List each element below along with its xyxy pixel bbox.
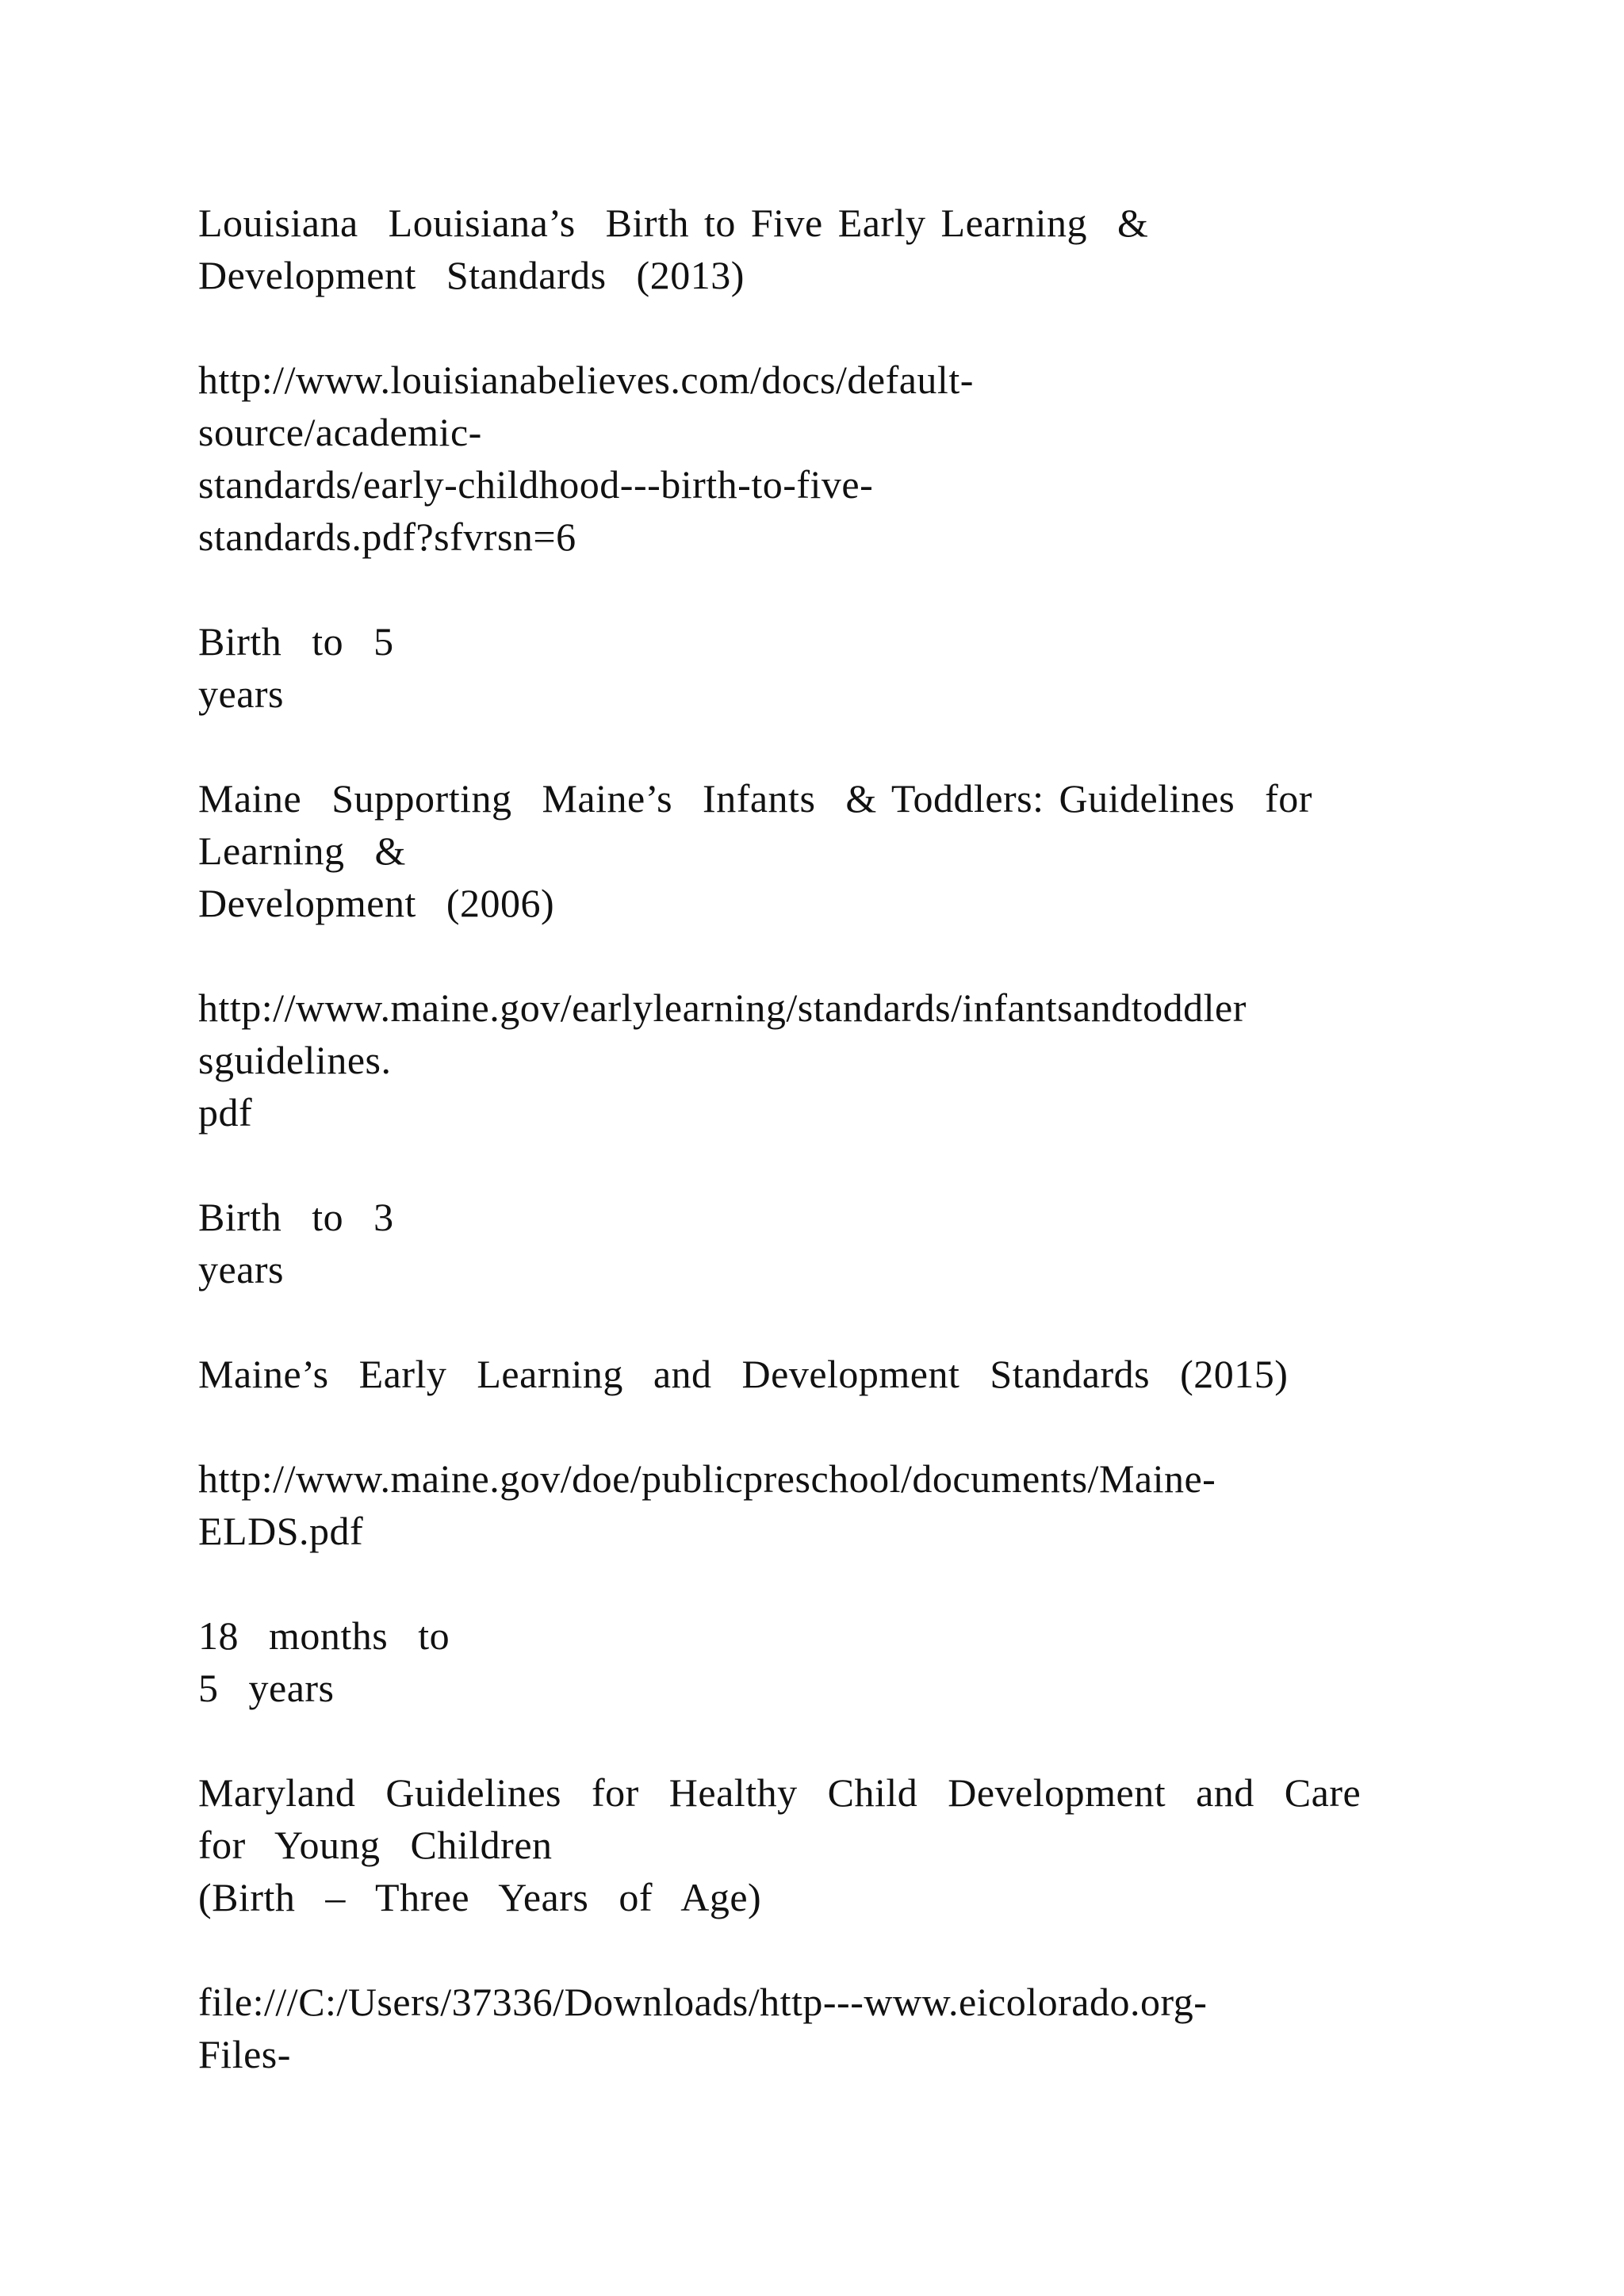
text-line: Maryland Guidelines for Healthy Child Development and Care	[198, 1770, 1362, 1815]
text-line: Louisiana Louisiana’s Birth to Five Early Learning &	[198, 201, 1149, 245]
text-line: Birth to 3	[198, 1195, 394, 1239]
louisiana-standard-url	[198, 354, 1507, 563]
louisiana-age-range	[198, 615, 1507, 720]
maryland-standard-title	[198, 1766, 1507, 1923]
text-line: Files-	[198, 2032, 291, 2076]
text-line: Development (2006)	[198, 881, 555, 925]
text-line: Learning &	[198, 828, 406, 873]
maine-elds-standard-url	[198, 1452, 1507, 1557]
text-line: Maine’s Early Learning and Development Standards (2015)	[198, 1352, 1289, 1396]
louisiana-standard-title	[198, 197, 1507, 301]
text-line: http://www.louisianabelieves.com/docs/default-	[198, 358, 974, 402]
maine-infants-standard-title	[198, 772, 1507, 929]
text-line: years	[198, 672, 284, 716]
maine-elds-age-range	[198, 1609, 1507, 1714]
text-line: http://www.maine.gov/doe/publicpreschool/documents/Maine-	[198, 1456, 1216, 1501]
text-line: 5 years	[198, 1666, 335, 1710]
text-line: Birth to 5	[198, 619, 394, 664]
text-line: 18 months to	[198, 1613, 450, 1658]
text-line: Maine Supporting Maine’s Infants & Toddlers: Guidelines for	[198, 776, 1312, 821]
text-line: for Young Children	[198, 1823, 553, 1867]
text-line: (Birth – Three Years of Age)	[198, 1875, 762, 1919]
text-line: sguidelines.	[198, 1038, 392, 1082]
text-line: source/academic-	[198, 410, 482, 454]
document-content	[198, 197, 1507, 2133]
text-line: standards.pdf?sfvrsn=6	[198, 515, 576, 559]
text-line: ELDS.pdf	[198, 1509, 364, 1553]
maine-infants-age-range	[198, 1191, 1507, 1295]
text-line: file:///C:/Users/37336/Downloads/http---www.eicolorado.org-	[198, 1980, 1208, 2024]
text-line: standards/early-childhood---birth-to-five-	[198, 462, 874, 507]
maine-infants-standard-url	[198, 982, 1507, 1138]
text-line: http://www.maine.gov/earlylearning/standards/infantsandtoddler	[198, 985, 1247, 1030]
maine-elds-standard-title	[198, 1348, 1507, 1400]
text-line: Development Standards (2013)	[198, 253, 745, 297]
text-line: pdf	[198, 1090, 253, 1135]
maryland-standard-url	[198, 1976, 1507, 2080]
text-line: years	[198, 1247, 284, 1292]
